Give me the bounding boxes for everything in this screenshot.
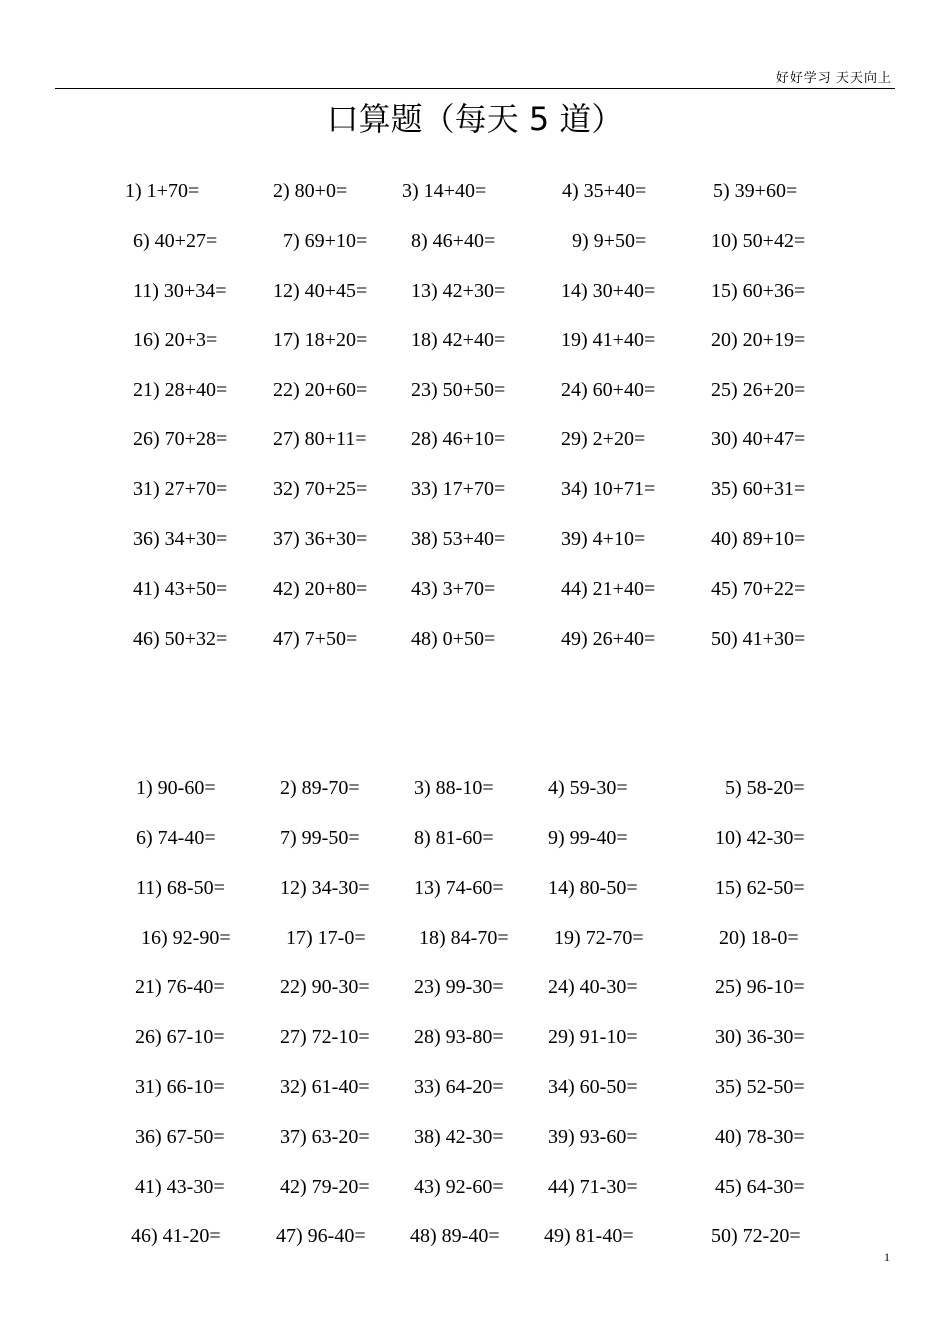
addition-problem-42: 42) 20+80= bbox=[273, 578, 368, 600]
subtraction-problem-25: 25) 96-10= bbox=[715, 976, 805, 998]
subtraction-problem-49: 49) 81-40= bbox=[544, 1225, 634, 1247]
addition-problem-13: 13) 42+30= bbox=[411, 280, 506, 302]
subtraction-problem-5: 5) 58-20= bbox=[725, 777, 805, 799]
addition-problem-24: 24) 60+40= bbox=[561, 379, 656, 401]
subtraction-problem-43: 43) 92-60= bbox=[414, 1176, 504, 1198]
addition-problem-12: 12) 40+45= bbox=[273, 280, 368, 302]
addition-problem-23: 23) 50+50= bbox=[411, 379, 506, 401]
subtraction-problem-2: 2) 89-70= bbox=[280, 777, 360, 799]
addition-problem-1: 1) 1+70= bbox=[125, 180, 200, 202]
addition-problem-14: 14) 30+40= bbox=[561, 280, 656, 302]
subtraction-problem-8: 8) 81-60= bbox=[414, 827, 494, 849]
addition-problem-48: 48) 0+50= bbox=[411, 628, 496, 650]
subtraction-problem-46: 46) 41-20= bbox=[131, 1225, 221, 1247]
subtraction-problem-38: 38) 42-30= bbox=[414, 1126, 504, 1148]
subtraction-problem-10: 10) 42-30= bbox=[715, 827, 805, 849]
addition-problem-16: 16) 20+3= bbox=[133, 329, 218, 351]
addition-problem-26: 26) 70+28= bbox=[133, 428, 228, 450]
addition-problem-6: 6) 40+27= bbox=[133, 230, 218, 252]
subtraction-problem-20: 20) 18-0= bbox=[719, 927, 799, 949]
header-divider bbox=[55, 88, 895, 89]
subtraction-problem-33: 33) 64-20= bbox=[414, 1076, 504, 1098]
subtraction-problem-48: 48) 89-40= bbox=[410, 1225, 500, 1247]
page-title: 口算题（每天 5 道） bbox=[326, 100, 624, 138]
addition-problem-45: 45) 70+22= bbox=[711, 578, 806, 600]
subtraction-problem-16: 16) 92-90= bbox=[141, 927, 231, 949]
addition-problem-21: 21) 28+40= bbox=[133, 379, 228, 401]
subtraction-problem-17: 17) 17-0= bbox=[286, 927, 366, 949]
addition-problem-49: 49) 26+40= bbox=[561, 628, 656, 650]
subtraction-problem-22: 22) 90-30= bbox=[280, 976, 370, 998]
subtraction-problem-37: 37) 63-20= bbox=[280, 1126, 370, 1148]
subtraction-problem-21: 21) 76-40= bbox=[135, 976, 225, 998]
subtraction-problem-45: 45) 64-30= bbox=[715, 1176, 805, 1198]
addition-problem-36: 36) 34+30= bbox=[133, 528, 228, 550]
addition-problem-38: 38) 53+40= bbox=[411, 528, 506, 550]
subtraction-problem-32: 32) 61-40= bbox=[280, 1076, 370, 1098]
subtraction-problem-28: 28) 93-80= bbox=[414, 1026, 504, 1048]
subtraction-problem-4: 4) 59-30= bbox=[548, 777, 628, 799]
subtraction-problem-39: 39) 93-60= bbox=[548, 1126, 638, 1148]
subtraction-problem-6: 6) 74-40= bbox=[136, 827, 216, 849]
subtraction-problem-12: 12) 34-30= bbox=[280, 877, 370, 899]
addition-problem-40: 40) 89+10= bbox=[711, 528, 806, 550]
addition-problem-46: 46) 50+32= bbox=[133, 628, 228, 650]
addition-problem-22: 22) 20+60= bbox=[273, 379, 368, 401]
subtraction-problem-14: 14) 80-50= bbox=[548, 877, 638, 899]
addition-problem-35: 35) 60+31= bbox=[711, 478, 806, 500]
addition-problem-32: 32) 70+25= bbox=[273, 478, 368, 500]
subtraction-problem-1: 1) 90-60= bbox=[136, 777, 216, 799]
addition-problem-34: 34) 10+71= bbox=[561, 478, 656, 500]
addition-problem-5: 5) 39+60= bbox=[713, 180, 798, 202]
subtraction-problem-34: 34) 60-50= bbox=[548, 1076, 638, 1098]
addition-problem-15: 15) 60+36= bbox=[711, 280, 806, 302]
subtraction-problem-26: 26) 67-10= bbox=[135, 1026, 225, 1048]
addition-problem-2: 2) 80+0= bbox=[273, 180, 348, 202]
addition-problem-8: 8) 46+40= bbox=[411, 230, 496, 252]
addition-problem-41: 41) 43+50= bbox=[133, 578, 228, 600]
addition-problem-44: 44) 21+40= bbox=[561, 578, 656, 600]
subtraction-problem-23: 23) 99-30= bbox=[414, 976, 504, 998]
addition-problem-18: 18) 42+40= bbox=[411, 329, 506, 351]
addition-problem-43: 43) 3+70= bbox=[411, 578, 496, 600]
subtraction-problem-27: 27) 72-10= bbox=[280, 1026, 370, 1048]
subtraction-problem-44: 44) 71-30= bbox=[548, 1176, 638, 1198]
subtraction-problem-9: 9) 99-40= bbox=[548, 827, 628, 849]
subtraction-problem-42: 42) 79-20= bbox=[280, 1176, 370, 1198]
addition-problem-50: 50) 41+30= bbox=[711, 628, 806, 650]
addition-problem-11: 11) 30+34= bbox=[133, 280, 227, 302]
addition-problem-27: 27) 80+11= bbox=[273, 428, 367, 450]
addition-problem-47: 47) 7+50= bbox=[273, 628, 358, 650]
subtraction-problem-35: 35) 52-50= bbox=[715, 1076, 805, 1098]
addition-problem-33: 33) 17+70= bbox=[411, 478, 506, 500]
addition-problem-9: 9) 9+50= bbox=[572, 230, 647, 252]
addition-problem-31: 31) 27+70= bbox=[133, 478, 228, 500]
subtraction-problem-3: 3) 88-10= bbox=[414, 777, 494, 799]
subtraction-problem-18: 18) 84-70= bbox=[419, 927, 509, 949]
subtraction-problem-19: 19) 72-70= bbox=[554, 927, 644, 949]
addition-problem-17: 17) 18+20= bbox=[273, 329, 368, 351]
header-motto: 好好学习 天天向上 bbox=[775, 70, 892, 85]
subtraction-problem-29: 29) 91-10= bbox=[548, 1026, 638, 1048]
subtraction-problem-50: 50) 72-20= bbox=[711, 1225, 801, 1247]
subtraction-problem-47: 47) 96-40= bbox=[276, 1225, 366, 1247]
subtraction-problem-11: 11) 68-50= bbox=[136, 877, 225, 899]
addition-problem-25: 25) 26+20= bbox=[711, 379, 806, 401]
addition-problem-37: 37) 36+30= bbox=[273, 528, 368, 550]
subtraction-problem-15: 15) 62-50= bbox=[715, 877, 805, 899]
subtraction-problem-24: 24) 40-30= bbox=[548, 976, 638, 998]
page-number: 1 bbox=[884, 1250, 890, 1264]
addition-problem-10: 10) 50+42= bbox=[711, 230, 806, 252]
addition-problem-28: 28) 46+10= bbox=[411, 428, 506, 450]
addition-problem-3: 3) 14+40= bbox=[402, 180, 487, 202]
addition-problem-4: 4) 35+40= bbox=[562, 180, 647, 202]
subtraction-problem-30: 30) 36-30= bbox=[715, 1026, 805, 1048]
addition-problem-30: 30) 40+47= bbox=[711, 428, 806, 450]
addition-problem-39: 39) 4+10= bbox=[561, 528, 646, 550]
subtraction-problem-13: 13) 74-60= bbox=[414, 877, 504, 899]
subtraction-problem-40: 40) 78-30= bbox=[715, 1126, 805, 1148]
subtraction-problem-7: 7) 99-50= bbox=[280, 827, 360, 849]
addition-problem-20: 20) 20+19= bbox=[711, 329, 806, 351]
addition-problem-29: 29) 2+20= bbox=[561, 428, 646, 450]
subtraction-problem-41: 41) 43-30= bbox=[135, 1176, 225, 1198]
subtraction-problem-31: 31) 66-10= bbox=[135, 1076, 225, 1098]
subtraction-problem-36: 36) 67-50= bbox=[135, 1126, 225, 1148]
addition-problem-19: 19) 41+40= bbox=[561, 329, 656, 351]
addition-problem-7: 7) 69+10= bbox=[283, 230, 368, 252]
